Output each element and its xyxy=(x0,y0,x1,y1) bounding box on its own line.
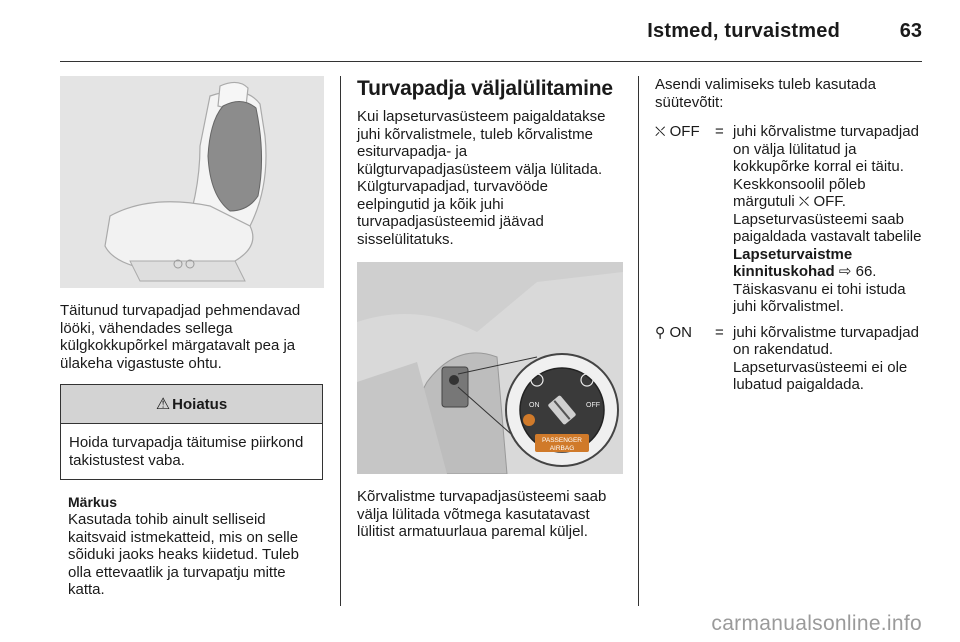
site-watermark: carmanualsonline.info xyxy=(711,612,922,635)
column-divider-1 xyxy=(340,76,341,606)
off-desc-ref: 66. xyxy=(851,263,877,280)
airbag-off-indicator-icon: ⛌ xyxy=(798,193,810,209)
definition-on xyxy=(655,324,925,394)
definition-off-term xyxy=(655,123,715,316)
airbag-switch-illustration xyxy=(357,262,623,474)
warning-triangle-icon: ⚠ xyxy=(155,396,171,413)
definition-off xyxy=(655,123,925,316)
warning-body xyxy=(61,424,322,479)
airbag-off-icon: ⛌ xyxy=(655,123,666,139)
header-divider xyxy=(60,61,922,62)
off-term-label: OFF xyxy=(669,123,700,140)
note-title: Märkus xyxy=(68,494,118,510)
off-desc-icon-text: OFF. xyxy=(813,193,846,210)
dashboard-switch-icon xyxy=(357,262,623,474)
page-header-title: Istmed, turvaistmed xyxy=(647,20,840,42)
switch-label-off: OFF xyxy=(586,402,600,409)
on-description: juhi kõrvalistme turvapadjad on rakendatud. Lapseturvasüsteemi ei ole lubatud paigaldada. xyxy=(733,323,919,393)
reference-arrow-icon: ⇨ xyxy=(838,263,852,280)
definition-off-desc xyxy=(733,123,923,316)
page-number: 63 xyxy=(899,20,922,42)
column-divider-2 xyxy=(638,76,639,606)
switch-label-on: ON xyxy=(529,402,540,409)
warning-header xyxy=(61,385,322,424)
off-desc-before: juhi kõrvalistme turvapadjad on välja lülitatud ja kokkupõrke korral ei täitu. Keskkonsoolil põleb märgutuli xyxy=(733,123,919,210)
switch-label-airbag: AIRBAG xyxy=(549,445,575,452)
airbag-description: Täitunud turvapadjad pehmendavad lööki, vähendades sellega külgkokkupõrkel märgatavalt pea ja ülakeha vigastuste ohtu. xyxy=(60,302,301,372)
page-header xyxy=(0,0,960,62)
definition-on-desc xyxy=(733,324,923,394)
definition-on-term xyxy=(655,324,715,394)
column-right xyxy=(655,76,925,394)
warning-title: Hoiatus xyxy=(172,395,228,413)
note-text: Kasutada tohib ainult selliseid kaitsvaid istmekatteid, mis on selle sõiduki jaoks heaks kiidetud. Tuleb olla ettevaatlik ja turvapatju mitte katta. xyxy=(68,511,299,598)
airbag-on-icon: ⚲ xyxy=(655,323,666,340)
off-desc-after: Täiskasvanu ei tohi istuda juhi kõrvalistmel. xyxy=(733,280,906,315)
deactivation-paragraph: Kui lapseturvasüsteem paigaldatakse juhi kõrvalistmele, tuleb kõrvalistme esiturvapadja- ja külgturvapadjasüsteem välja lülitada. Külgturvapadjad, turvavööde eelpingutid ja kõik juhi turvapadjasüsteemid jäävad sisselülitatuks. xyxy=(357,108,606,248)
warning-text: Hoida turvapadja täitumise piirkond takistustest vaba. xyxy=(69,434,304,469)
switch-caption: Kõrvalistme turvapadjasüsteemi saab välja lülitada võtmega kasutatavast lülitist armatuurlaua paremal küljel. xyxy=(357,488,607,540)
on-term-label: ON xyxy=(669,323,692,341)
child-seat-table-link[interactable]: Lapseturvaistme kinnituskohad xyxy=(733,245,853,280)
column-middle xyxy=(357,76,623,541)
note-block xyxy=(60,494,324,599)
switch-label-passenger: PASSENGER xyxy=(542,437,582,444)
warning-box xyxy=(60,384,323,480)
off-desc-middle: Lapseturvasüsteemi saab paigaldada vastavalt tabelile xyxy=(733,210,922,245)
seat-airbag-icon xyxy=(60,76,324,288)
seat-airbag-illustration xyxy=(60,76,324,288)
definition-off-equals: = xyxy=(715,123,724,140)
definition-on-equals: = xyxy=(715,323,724,341)
section-heading: Turvapadja väljalülitamine xyxy=(357,77,613,100)
column-left xyxy=(60,76,324,599)
off-description xyxy=(733,123,923,316)
position-intro: Asendi valimiseks tuleb kasutada süütevõtit: xyxy=(655,76,876,111)
